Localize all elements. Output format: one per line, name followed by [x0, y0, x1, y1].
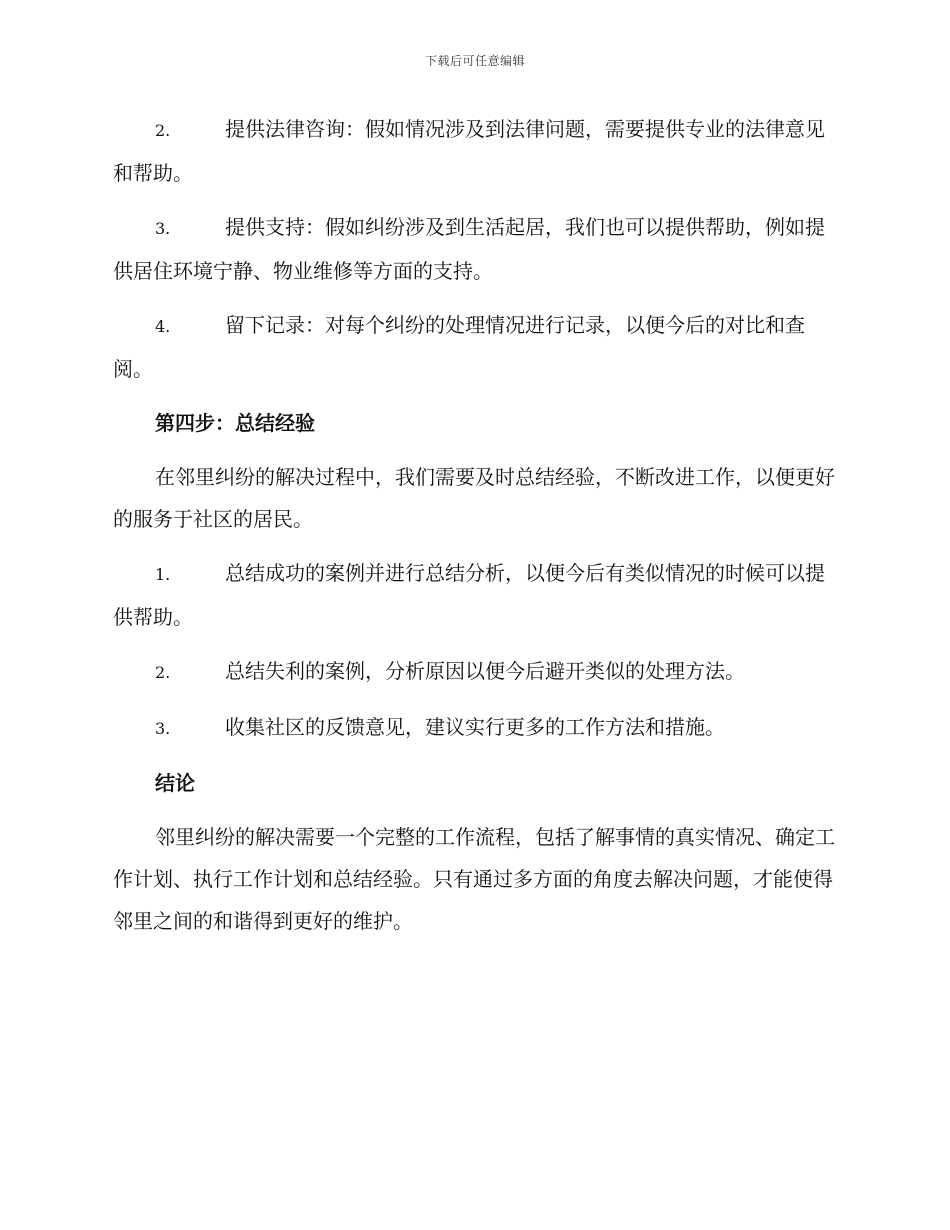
list-item-number: 2. [155, 663, 171, 682]
list-item-text: 总结失利的案例，分析原因以便今后避开类似的处理方法。 [225, 659, 745, 683]
list-item-number: 4. [155, 317, 171, 336]
list-item [113, 108, 835, 194]
list-item [113, 552, 835, 638]
list-item-number: 2. [155, 121, 171, 140]
document-body [113, 108, 835, 954]
list-item-text: 留下记录：对每个纠纷的处理情况进行记录，以便今后的对比和查阅。 [113, 313, 805, 381]
list-item [113, 706, 835, 750]
section-heading-step4: 第四步：总结经验 [155, 411, 315, 435]
list-item-text: 总结成功的案例并进行总结分析，以便今后有类似情况的时候可以提供帮助。 [113, 561, 825, 629]
list-item-text: 提供法律咨询：假如情况涉及到法律问题，需要提供专业的法律意见和帮助。 [113, 117, 825, 185]
page-header: 下载后可任意编辑 [424, 54, 525, 68]
list-item-number: 1. [155, 565, 171, 584]
paragraph-conclusion: 邻里纠纷的解决需要一个完整的工作流程，包括了解事情的真实情况、确定工作计划、执行工作计划和总结经验。只有通过多方面的角度去解决问题，才能使得邻里之间的和谐得到更好的维护。 [113, 825, 835, 933]
list-item-number: 3. [155, 219, 171, 238]
paragraph-step4: 在邻里纠纷的解决过程中，我们需要及时总结经验，不断改进工作，以便更好的服务于社区的居民。 [113, 465, 835, 531]
list-item [113, 206, 835, 292]
list-item [113, 650, 835, 694]
list-item-number: 3. [155, 719, 171, 738]
list-item-text: 收集社区的反馈意见，建议实行更多的工作方法和措施。 [225, 715, 725, 739]
list-item-text: 提供支持：假如纠纷涉及到生活起居，我们也可以提供帮助，例如提供居住环境宁静、物业维修等方面的支持。 [113, 215, 825, 283]
section-heading-conclusion: 结论 [155, 771, 195, 795]
list-item [113, 304, 835, 390]
